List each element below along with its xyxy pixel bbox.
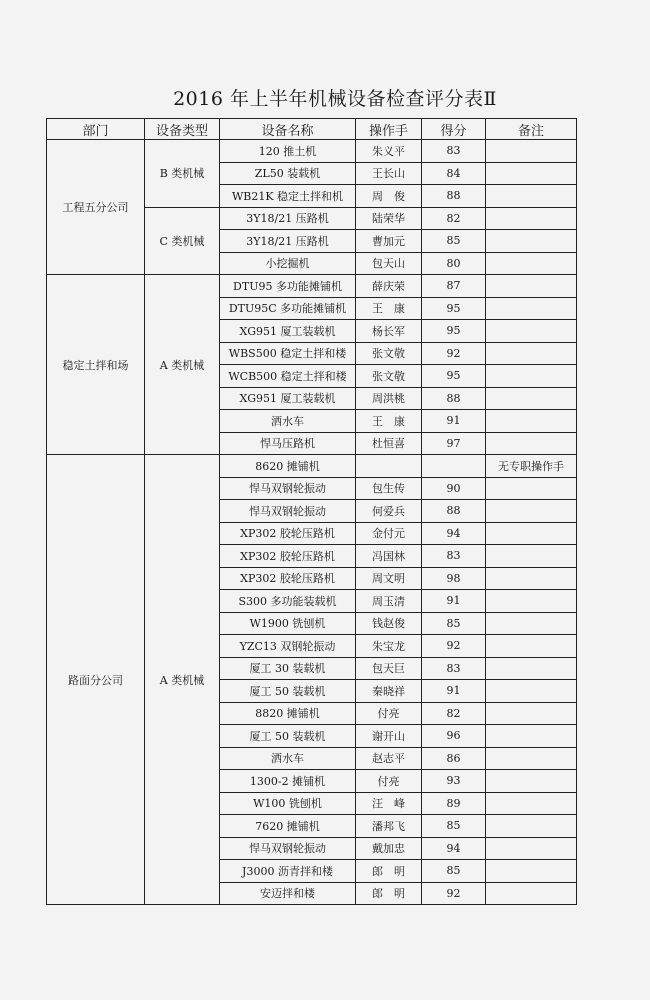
equipment-name-cell: WCB500 稳定土拌和楼 <box>220 365 356 388</box>
table-row <box>47 140 577 163</box>
table-row <box>47 275 577 298</box>
equipment-name-cell: DTU95C 多功能摊铺机 <box>220 297 356 320</box>
operator-cell: 周文明 <box>356 567 422 590</box>
equipment-name-cell: J3000 沥青拌和楼 <box>220 860 356 883</box>
remarks-cell <box>486 747 577 770</box>
equipment-name-cell: 1300-2 摊铺机 <box>220 770 356 793</box>
remarks-cell <box>486 815 577 838</box>
equipment-name-cell: 厦工 50 装载机 <box>220 725 356 748</box>
page-title: 2016 年上半年机械设备检查评分表Ⅱ <box>173 88 497 110</box>
score-cell: 88 <box>422 185 486 208</box>
operator-cell: 付亮 <box>356 702 422 725</box>
remarks-cell <box>486 590 577 613</box>
equipment-name-cell: 厦工 50 装载机 <box>220 680 356 703</box>
header-equipment-name: 设备名称 <box>220 119 356 140</box>
remarks-cell <box>486 320 577 343</box>
operator-cell: 王 康 <box>356 410 422 433</box>
equipment-name-cell: XP302 胶轮压路机 <box>220 545 356 568</box>
operator-cell: 王 康 <box>356 297 422 320</box>
score-cell: 94 <box>422 522 486 545</box>
operator-cell: 秦晓祥 <box>356 680 422 703</box>
remarks-cell <box>486 500 577 523</box>
remarks-cell <box>486 792 577 815</box>
operator-cell: 杨长军 <box>356 320 422 343</box>
remarks-cell <box>486 297 577 320</box>
equipment-name-cell: XG951 厦工装载机 <box>220 387 356 410</box>
header-score: 得分 <box>422 119 486 140</box>
operator-cell: 周 俊 <box>356 185 422 208</box>
score-cell: 95 <box>422 365 486 388</box>
remarks-cell <box>486 365 577 388</box>
score-cell: 92 <box>422 635 486 658</box>
equipment-type-cell: B 类机械 <box>145 140 220 208</box>
equipment-name-cell: S300 多功能装载机 <box>220 590 356 613</box>
remarks-cell <box>486 477 577 500</box>
operator-cell: 包生传 <box>356 477 422 500</box>
remarks-cell <box>486 432 577 455</box>
operator-cell: 周玉清 <box>356 590 422 613</box>
remarks-cell <box>486 860 577 883</box>
remarks-cell <box>486 410 577 433</box>
remarks-cell <box>486 140 577 163</box>
equipment-name-cell: WBS500 稳定土拌和楼 <box>220 342 356 365</box>
equipment-name-cell: 8620 摊铺机 <box>220 455 356 478</box>
score-cell: 85 <box>422 612 486 635</box>
operator-cell: 朱宝龙 <box>356 635 422 658</box>
operator-cell: 包天巨 <box>356 657 422 680</box>
score-cell: 82 <box>422 702 486 725</box>
remarks-cell <box>486 882 577 905</box>
equipment-name-cell: 悍马双钢轮振动 <box>220 500 356 523</box>
equipment-name-cell: 8820 摊铺机 <box>220 702 356 725</box>
equipment-name-cell: W100 铣刨机 <box>220 792 356 815</box>
operator-cell: 包天山 <box>356 252 422 275</box>
operator-cell: 曹加元 <box>356 230 422 253</box>
operator-cell: 张文敬 <box>356 342 422 365</box>
remarks-cell <box>486 207 577 230</box>
table-row <box>47 455 577 478</box>
department-cell: 路面分公司 <box>47 455 145 905</box>
score-cell: 94 <box>422 837 486 860</box>
operator-cell: 戴加忠 <box>356 837 422 860</box>
operator-cell: 钱赵俊 <box>356 612 422 635</box>
equipment-name-cell: 洒水车 <box>220 747 356 770</box>
equipment-name-cell: 120 推土机 <box>220 140 356 163</box>
operator-cell: 郎 明 <box>356 882 422 905</box>
score-cell: 87 <box>422 275 486 298</box>
score-cell: 92 <box>422 342 486 365</box>
score-cell: 83 <box>422 545 486 568</box>
equipment-type-cell: A 类机械 <box>145 455 220 905</box>
score-cell: 91 <box>422 680 486 703</box>
equipment-name-cell: XP302 胶轮压路机 <box>220 522 356 545</box>
header-remarks: 备注 <box>486 119 577 140</box>
equipment-name-cell: 7620 摊铺机 <box>220 815 356 838</box>
operator-cell <box>356 455 422 478</box>
score-cell: 85 <box>422 815 486 838</box>
equipment-name-cell: DTU95 多功能摊铺机 <box>220 275 356 298</box>
equipment-name-cell: 3Y18/21 压路机 <box>220 207 356 230</box>
score-cell: 91 <box>422 410 486 433</box>
score-cell: 84 <box>422 162 486 185</box>
operator-cell: 冯国林 <box>356 545 422 568</box>
equipment-type-cell: C 类机械 <box>145 207 220 275</box>
equipment-name-cell: 悍马双钢轮振动 <box>220 477 356 500</box>
score-cell <box>422 455 486 478</box>
operator-cell: 金付元 <box>356 522 422 545</box>
remarks-cell <box>486 702 577 725</box>
remarks-cell <box>486 387 577 410</box>
remarks-cell <box>486 770 577 793</box>
score-cell: 92 <box>422 882 486 905</box>
remarks-cell <box>486 545 577 568</box>
table-header-row <box>47 119 577 140</box>
score-cell: 80 <box>422 252 486 275</box>
equipment-name-cell: 悍马双钢轮振动 <box>220 837 356 860</box>
operator-cell: 郎 明 <box>356 860 422 883</box>
equipment-name-cell: W1900 铣刨机 <box>220 612 356 635</box>
operator-cell: 谢开山 <box>356 725 422 748</box>
department-cell: 工程五分公司 <box>47 140 145 275</box>
remarks-cell <box>486 567 577 590</box>
remarks-cell <box>486 185 577 208</box>
operator-cell: 何爱兵 <box>356 500 422 523</box>
header-operator: 操作手 <box>356 119 422 140</box>
operator-cell: 王长山 <box>356 162 422 185</box>
operator-cell: 汪 峰 <box>356 792 422 815</box>
score-cell: 97 <box>422 432 486 455</box>
score-cell: 88 <box>422 500 486 523</box>
score-cell: 83 <box>422 140 486 163</box>
score-cell: 89 <box>422 792 486 815</box>
equipment-name-cell: 3Y18/21 压路机 <box>220 230 356 253</box>
equipment-name-cell: 小挖掘机 <box>220 252 356 275</box>
equipment-type-cell: A 类机械 <box>145 275 220 455</box>
score-cell: 83 <box>422 657 486 680</box>
equipment-name-cell: XG951 厦工装载机 <box>220 320 356 343</box>
inspection-score-table <box>46 118 577 905</box>
operator-cell: 陆荣华 <box>356 207 422 230</box>
remarks-cell: 无专职操作手 <box>486 455 577 478</box>
remarks-cell <box>486 657 577 680</box>
score-cell: 95 <box>422 297 486 320</box>
remarks-cell <box>486 680 577 703</box>
score-cell: 85 <box>422 230 486 253</box>
remarks-cell <box>486 162 577 185</box>
remarks-cell <box>486 252 577 275</box>
score-cell: 96 <box>422 725 486 748</box>
equipment-name-cell: YZC13 双钢轮振动 <box>220 635 356 658</box>
remarks-cell <box>486 275 577 298</box>
remarks-cell <box>486 837 577 860</box>
equipment-name-cell: 安迈拌和楼 <box>220 882 356 905</box>
score-cell: 86 <box>422 747 486 770</box>
score-cell: 82 <box>422 207 486 230</box>
operator-cell: 杜恒喜 <box>356 432 422 455</box>
score-cell: 88 <box>422 387 486 410</box>
score-cell: 98 <box>422 567 486 590</box>
operator-cell: 赵志平 <box>356 747 422 770</box>
operator-cell: 付亮 <box>356 770 422 793</box>
remarks-cell <box>486 725 577 748</box>
remarks-cell <box>486 612 577 635</box>
equipment-name-cell: XP302 胶轮压路机 <box>220 567 356 590</box>
operator-cell: 朱义平 <box>356 140 422 163</box>
equipment-name-cell: 厦工 30 装载机 <box>220 657 356 680</box>
department-cell: 稳定土拌和场 <box>47 275 145 455</box>
score-cell: 90 <box>422 477 486 500</box>
remarks-cell <box>486 522 577 545</box>
score-cell: 95 <box>422 320 486 343</box>
remarks-cell <box>486 230 577 253</box>
score-cell: 93 <box>422 770 486 793</box>
equipment-name-cell: 悍马压路机 <box>220 432 356 455</box>
header-department: 部门 <box>47 119 145 140</box>
score-cell: 91 <box>422 590 486 613</box>
table-body <box>47 140 577 905</box>
operator-cell: 薛庆荣 <box>356 275 422 298</box>
remarks-cell <box>486 342 577 365</box>
remarks-cell <box>486 635 577 658</box>
header-equipment-type: 设备类型 <box>145 119 220 140</box>
equipment-name-cell: WB21K 稳定土拌和机 <box>220 185 356 208</box>
operator-cell: 潘邦飞 <box>356 815 422 838</box>
operator-cell: 张文敬 <box>356 365 422 388</box>
score-cell: 85 <box>422 860 486 883</box>
equipment-name-cell: 洒水车 <box>220 410 356 433</box>
operator-cell: 周洪桃 <box>356 387 422 410</box>
equipment-name-cell: ZL50 装载机 <box>220 162 356 185</box>
